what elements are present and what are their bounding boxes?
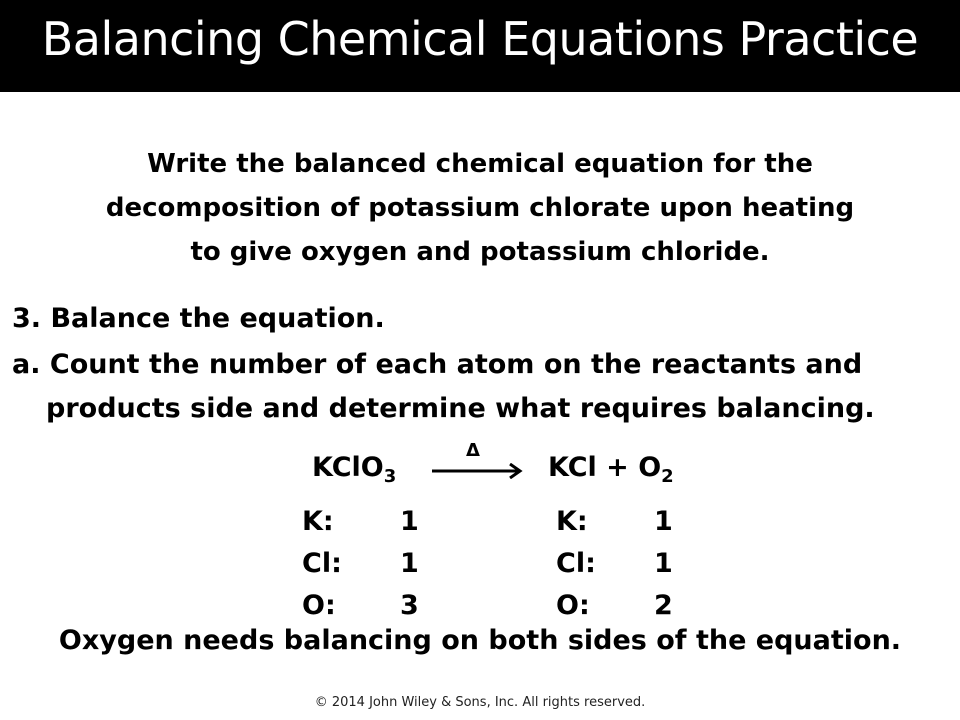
atom-count: 1: [400, 506, 419, 537]
product-count-cl: [556, 548, 673, 579]
prompt-line-1: Write the balanced chemical equation for the: [147, 149, 813, 179]
atom-count: 1: [654, 548, 673, 579]
atom-count: 3: [400, 590, 419, 621]
product-formula: [548, 452, 674, 487]
step-3-heading: 3. Balance the equation.: [12, 303, 385, 334]
reactant-formula: [312, 452, 397, 487]
product-count-o: [556, 590, 673, 621]
reactant-count-k: [302, 506, 419, 537]
reactant-formula-text: KClO: [312, 452, 384, 483]
atom-label: Cl:: [302, 548, 342, 579]
prompt-line-2: decomposition of potassium chlorate upon heating: [105, 193, 855, 223]
problem-prompt: [40, 142, 920, 274]
product-formula-text: KCl + O: [548, 452, 662, 483]
reactant-subscript: 3: [383, 466, 397, 487]
reactant-count-cl: [302, 548, 419, 579]
product-subscript: 2: [661, 466, 674, 487]
atom-count: 1: [400, 548, 419, 579]
slide-title: Balancing Chemical Equations Practice: [41, 12, 919, 66]
reactant-count-o: [302, 590, 419, 621]
atom-count: 2: [654, 590, 673, 621]
reaction-arrow-icon: [432, 463, 528, 479]
product-count-k: [556, 506, 673, 537]
atom-label: O:: [556, 590, 590, 621]
atom-count: 1: [654, 506, 673, 537]
atom-label: O:: [302, 590, 336, 621]
title-bar: [0, 0, 960, 92]
step-a-line-2: products side and determine what requires balancing.: [46, 393, 875, 424]
atom-label: K:: [302, 506, 334, 537]
atom-label: Cl:: [556, 548, 596, 579]
step-a-line-1: a. Count the number of each atom on the reactants and: [12, 349, 863, 380]
atom-label: K:: [556, 506, 588, 537]
heat-symbol: Δ: [466, 440, 480, 461]
copyright-notice: © 2014 John Wiley & Sons, Inc. All rights reserved.: [314, 695, 646, 710]
conclusion-text: Oxygen needs balancing on both sides of the equation.: [58, 625, 902, 656]
prompt-line-3: to give oxygen and potassium chloride.: [190, 237, 770, 267]
